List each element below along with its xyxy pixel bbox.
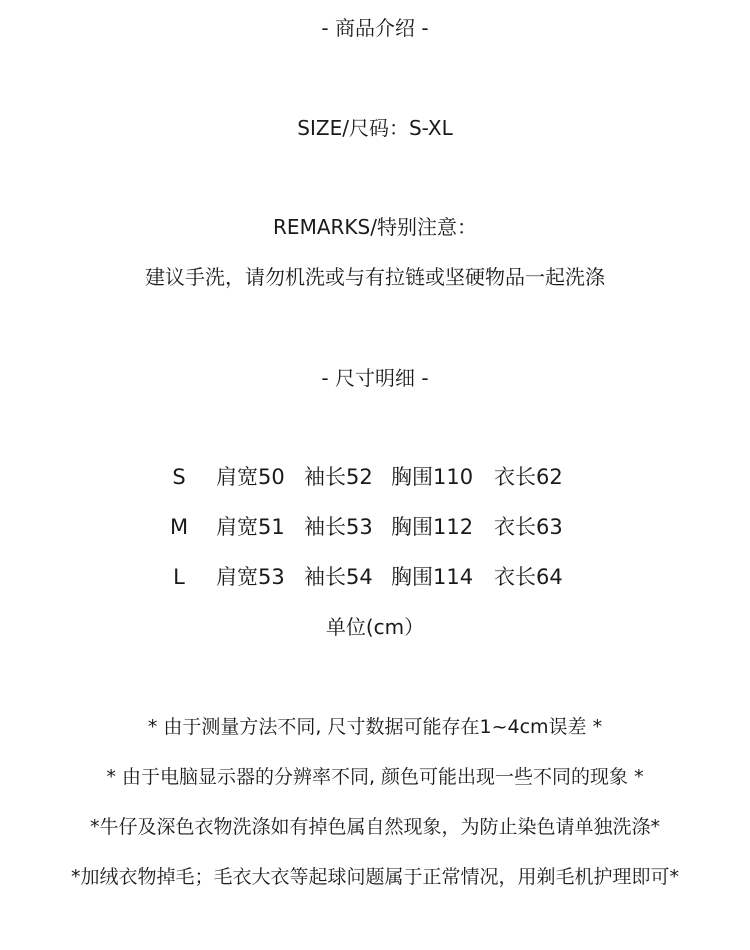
chest-size: 胸围112	[391, 515, 474, 539]
shoulder-width: 肩宽51	[216, 515, 285, 539]
chest-size: 胸围110	[391, 465, 474, 489]
size-row-s	[0, 463, 750, 491]
note-denim-fading: *牛仔及深色衣物洗涤如有掉色属自然现象，为防止染色请单独洗涤*	[89, 816, 660, 838]
section-title-size-details: - 尺寸明细 -	[321, 366, 429, 390]
section-title-intro: - 商品介绍 -	[321, 16, 429, 40]
chest-size: 胸围114	[391, 565, 474, 589]
size-label: L	[173, 565, 185, 589]
note-color-difference: * 由于电脑显示器的分辨率不同, 颜色可能出现一些不同的现象 *	[106, 766, 644, 788]
sleeve-length: 袖长52	[304, 465, 373, 489]
note-measurement-error: * 由于测量方法不同, 尺寸数据可能存在1~4cm误差 *	[147, 716, 603, 738]
garment-length: 衣长62	[494, 465, 563, 489]
shoulder-width: 肩宽50	[216, 465, 285, 489]
sleeve-length: 袖长53	[304, 515, 373, 539]
sleeve-length: 袖长54	[304, 565, 373, 589]
unit-label: 单位(cm）	[325, 615, 425, 639]
shoulder-width: 肩宽53	[216, 565, 285, 589]
note-pilling-shedding: *加绒衣物掉毛；毛衣大衣等起球问题属于正常情况，用剃毛机护理即可*	[70, 866, 679, 888]
size-label: M	[169, 515, 189, 539]
size-label: S	[172, 465, 186, 489]
size-range-line: SIZE/尺码：S-XL	[297, 116, 453, 140]
remarks-title: REMARKS/特别注意：	[273, 215, 477, 239]
garment-length: 衣长64	[494, 565, 563, 589]
size-row-m	[0, 513, 750, 541]
remarks-text: 建议手洗，请勿机洗或与有拉链或坚硬物品一起洗涤	[145, 265, 605, 289]
size-row-l	[0, 563, 750, 591]
garment-length: 衣长63	[494, 515, 563, 539]
